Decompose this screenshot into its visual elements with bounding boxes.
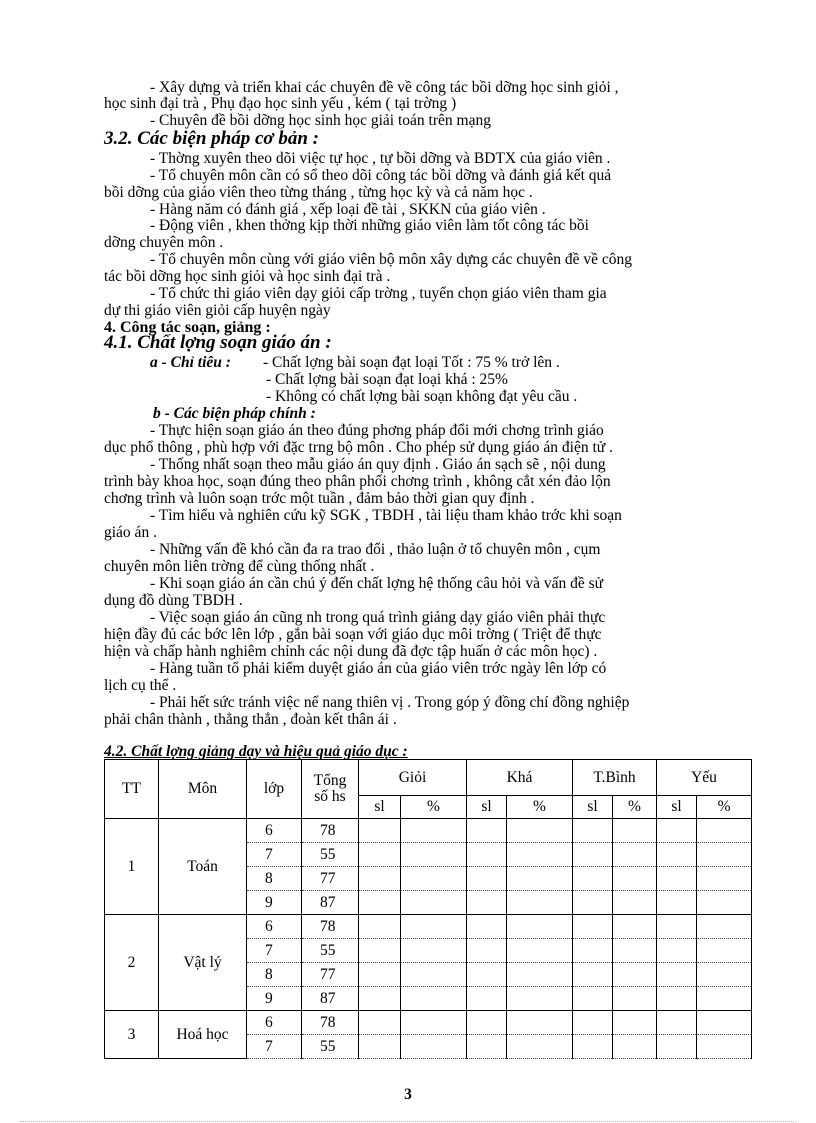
cell-empty [613, 867, 657, 891]
text-line: - Động viên , khen thởng kịp thời những giáo viên làm tốt công tác bồi [150, 217, 589, 234]
header-sl: sl [359, 796, 401, 819]
text-line: chơng trình và luôn soạn trớc một tuần , đảm bảo thời gian quy định . [104, 490, 535, 507]
cell-empty [697, 867, 752, 891]
header-percent: % [401, 796, 467, 819]
text-line: dự thi giáo viên giỏi cấp huyện ngày [104, 302, 331, 319]
subheading-chi-tieu: a - Chỉ tiêu : [150, 354, 231, 371]
cell-empty [573, 819, 613, 843]
cell-tong-so-hs: 78 [302, 915, 359, 939]
cell-empty [697, 915, 752, 939]
cell-empty [657, 963, 697, 987]
cell-empty [613, 1011, 657, 1035]
table-row [105, 819, 752, 843]
cell-empty [467, 843, 507, 867]
cell-empty [613, 915, 657, 939]
text-line: bồi dỡng của giáo viên theo từng tháng , từng học kỳ và cả năm học . [104, 184, 533, 201]
cell-empty [613, 843, 657, 867]
cell-empty [401, 939, 467, 963]
header-trung-binh: T.Bình [573, 760, 657, 796]
text-line: giáo án . [104, 524, 157, 541]
cell-tong-so-hs: 55 [302, 843, 359, 867]
text-line: - Thống nhất soạn theo mẫu giáo án quy định . Giáo án sạch sẽ , nội dung [150, 456, 606, 473]
text-line: - Những vấn đề khó cần đa ra trao đổi , thảo luận ở tổ chuyên môn , cụm [150, 541, 601, 558]
cell-empty [573, 1035, 613, 1059]
cell-tong-so-hs: 77 [302, 867, 359, 891]
text-line: - Không có chất lợng bài soạn không đạt yêu cầu . [266, 388, 578, 405]
cell-empty [401, 843, 467, 867]
cell-lop: 9 [247, 891, 302, 915]
text-line: - Tổ chuyên môn cùng với giáo viên bộ môn xây dựng các chuyên đề về công [150, 251, 633, 268]
cell-empty [359, 843, 401, 867]
cell-empty [359, 915, 401, 939]
cell-empty [401, 915, 467, 939]
cell-empty [359, 963, 401, 987]
cell-empty [359, 1035, 401, 1059]
cell-lop: 8 [247, 963, 302, 987]
section-heading-4-2: 4.2. Chất lợng giảng dạy và hiệu quả giáo dục : [104, 743, 408, 760]
cell-empty [573, 843, 613, 867]
cell-empty [359, 819, 401, 843]
cell-tong-so-hs: 78 [302, 819, 359, 843]
cell-empty [657, 843, 697, 867]
cell-empty [573, 939, 613, 963]
cell-empty [697, 1011, 752, 1035]
cell-empty [507, 867, 573, 891]
results-table [104, 759, 752, 1059]
cell-empty [657, 891, 697, 915]
header-tt: TT [105, 760, 159, 819]
table-row [105, 1011, 752, 1035]
cell-empty [657, 939, 697, 963]
cell-empty [697, 819, 752, 843]
text-line: hiện đầy đủ các bớc lên lớp , gắn bài soạn với giáo dục môi trờng ( Triệt để thực [104, 626, 602, 643]
page-number: 3 [404, 1086, 412, 1103]
section-heading-3-2: 3.2. Các biện pháp cơ bản : [104, 128, 319, 149]
text-line: chuyên môn liên trờng để cùng thống nhất . [104, 558, 375, 575]
header-tong-so-hs: Tổng số hs [302, 760, 359, 819]
text-line: - Chất lợng bài soạn đạt loại Tốt : 75 % trở lên . [263, 354, 560, 371]
cell-tong-so-hs: 55 [302, 939, 359, 963]
cell-empty [467, 891, 507, 915]
text-line: hiện và chấp hành nghiêm chỉnh các nội dung đã đợc tập huấn ở các môn học) . [104, 643, 598, 660]
cell-empty [573, 915, 613, 939]
cell-lop: 7 [247, 939, 302, 963]
cell-empty [507, 819, 573, 843]
header-sl: sl [467, 796, 507, 819]
cell-empty [507, 915, 573, 939]
cell-empty [657, 915, 697, 939]
text-line: - Chuyên đề bồi dỡng học sinh học giải toán trên mạng [150, 112, 491, 129]
text-line: - Tìm hiểu và nghiên cứu kỹ SGK , TBDH , tài liệu tham khảo trớc khi soạn [150, 507, 622, 524]
cell-empty [401, 987, 467, 1011]
cell-mon: Hoá học [159, 1011, 247, 1059]
text-line: - Việc soạn giáo án cũng nh trong quá trình giảng dạy giáo viên phải thực [150, 609, 606, 626]
cell-empty [613, 963, 657, 987]
header-percent: % [507, 796, 573, 819]
cell-tt: 2 [105, 915, 159, 1011]
cell-empty [657, 1011, 697, 1035]
cell-lop: 6 [247, 1011, 302, 1035]
cell-empty [573, 891, 613, 915]
cell-empty [657, 987, 697, 1011]
text-line: trình bày khoa học, soạn đúng theo phân phối chơng trình , không cắt xén đảo lộn [104, 473, 611, 490]
cell-empty [697, 891, 752, 915]
cell-empty [573, 987, 613, 1011]
cell-empty [401, 963, 467, 987]
cell-empty [573, 1011, 613, 1035]
text-line: - Phải hết sức tránh việc nể nang thiên vị . Trong góp ý đồng chí đồng nghiệp [150, 694, 630, 711]
cell-lop: 7 [247, 1035, 302, 1059]
cell-lop: 6 [247, 915, 302, 939]
cell-tt: 1 [105, 819, 159, 915]
cell-empty [401, 867, 467, 891]
text-line: - Chất lợng bài soạn đạt loại khá : 25% [266, 371, 508, 388]
text-line: - Tổ chức thi giáo viên dạy giỏi cấp trờng , tuyển chọn giáo viên tham gia [150, 285, 607, 302]
cell-empty [697, 963, 752, 987]
cell-empty [613, 1035, 657, 1059]
cell-empty [573, 963, 613, 987]
cell-empty [507, 987, 573, 1011]
text-line: - Khi soạn giáo án cần chú ý đến chất lợng hệ thống câu hỏi và vấn đề sử [150, 575, 604, 592]
cell-tong-so-hs: 87 [302, 891, 359, 915]
cell-empty [507, 1011, 573, 1035]
cell-empty [467, 1035, 507, 1059]
cell-empty [401, 1011, 467, 1035]
cell-empty [401, 819, 467, 843]
header-kha: Khá [467, 760, 573, 796]
cell-empty [467, 987, 507, 1011]
cell-empty [467, 867, 507, 891]
text-line: - Xây dựng và triển khai các chuyên đề về công tác bồi dỡng học sinh giỏi , [150, 79, 619, 96]
cell-empty [507, 939, 573, 963]
cell-lop: 6 [247, 819, 302, 843]
cell-tt: 3 [105, 1011, 159, 1059]
text-line: - Hàng năm có đánh giá , xếp loại đề tài , SKKN của giáo viên . [150, 201, 546, 218]
cell-empty [401, 891, 467, 915]
cell-tong-so-hs: 78 [302, 1011, 359, 1035]
text-line: - Thực hiện soạn giáo án theo đúng phơng pháp đổi mới chơng trình giáo [150, 422, 604, 439]
cell-empty [467, 963, 507, 987]
cell-tong-so-hs: 55 [302, 1035, 359, 1059]
cell-empty [507, 1035, 573, 1059]
cell-empty [467, 939, 507, 963]
cell-lop: 8 [247, 867, 302, 891]
cell-empty [359, 939, 401, 963]
text-line: dụng đồ dùng TBDH . [104, 592, 243, 609]
cell-tong-so-hs: 87 [302, 987, 359, 1011]
table-row [105, 915, 752, 939]
header-sl: sl [573, 796, 613, 819]
cell-empty [507, 891, 573, 915]
text-line: dỡng chuyên môn . [104, 234, 224, 251]
header-sl: sl [657, 796, 697, 819]
table-body [105, 819, 752, 1059]
text-line: - Tổ chuyên môn cần có sổ theo dõi công tác bồi dỡng và đánh giá kết quả [150, 167, 612, 184]
cell-empty [507, 843, 573, 867]
cell-empty [573, 867, 613, 891]
text-line: tác bồi dỡng học sinh giỏi và học sinh đại trà . [104, 268, 391, 285]
header-lop: lớp [247, 760, 302, 819]
text-line: học sinh đại trà , Phụ đạo học sinh yếu , kém ( tại trờng ) [104, 95, 457, 112]
text-line: dục phổ thông , phù hợp với đặc trng bộ môn . Cho phép sử dụng giáo án điện tử . [104, 439, 613, 456]
cell-empty [613, 819, 657, 843]
cell-empty [507, 963, 573, 987]
cell-lop: 7 [247, 843, 302, 867]
cell-empty [359, 867, 401, 891]
header-yeu: Yếu [657, 760, 752, 796]
cell-empty [657, 1035, 697, 1059]
subheading-bien-phap: b - Các biện pháp chính : [153, 405, 316, 422]
cell-empty [697, 1035, 752, 1059]
cell-empty [467, 1011, 507, 1035]
cell-empty [613, 987, 657, 1011]
cell-mon: Toán [159, 819, 247, 915]
header-percent: % [613, 796, 657, 819]
header-mon: Môn [159, 760, 247, 819]
cell-tong-so-hs: 77 [302, 963, 359, 987]
cell-mon: Vật lý [159, 915, 247, 1011]
cell-empty [401, 1035, 467, 1059]
section-heading-4-1: 4.1. Chất lợng soạn giáo án : [104, 332, 332, 353]
cell-empty [697, 843, 752, 867]
cell-empty [657, 819, 697, 843]
text-line: - Thờng xuyên theo dõi việc tự học , tự bồi dỡng và BDTX của giáo viên . [150, 150, 611, 167]
cell-empty [467, 915, 507, 939]
cell-empty [697, 939, 752, 963]
header-percent: % [697, 796, 752, 819]
cell-empty [613, 891, 657, 915]
cell-empty [613, 939, 657, 963]
cell-empty [359, 987, 401, 1011]
cell-lop: 9 [247, 987, 302, 1011]
header-gioi: Giỏi [359, 760, 467, 796]
footer-divider [20, 1121, 796, 1122]
cell-empty [697, 987, 752, 1011]
cell-empty [657, 867, 697, 891]
text-line: lịch cụ thể . [104, 677, 177, 694]
cell-empty [467, 819, 507, 843]
cell-empty [359, 891, 401, 915]
section-heading-4: 4. Công tác soạn, giảng : [104, 319, 271, 336]
cell-empty [359, 1011, 401, 1035]
text-line: phải chân thành , thẳng thắn , đoàn kết thân ái . [104, 711, 397, 728]
text-line: - Hàng tuần tổ phải kiểm duyệt giáo án của giáo viên trớc ngày lên lớp có [150, 660, 607, 677]
